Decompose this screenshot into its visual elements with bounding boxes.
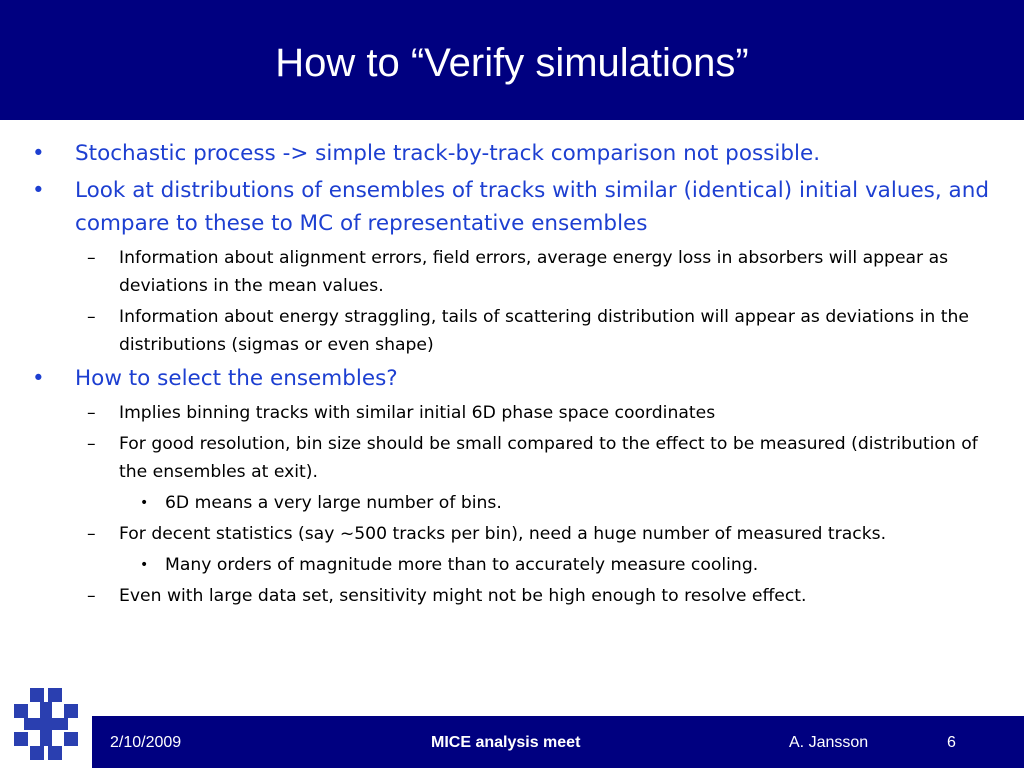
bullet-marker: •: [32, 141, 45, 166]
bullet-text: Implies binning tracks with similar initial 6D phase space coordinates: [119, 403, 716, 423]
bullet-marker: •: [32, 366, 45, 391]
bullet-level1: [32, 362, 1007, 395]
slide-title: How to “Verify simulations”: [275, 40, 749, 85]
footer-title: MICE analysis meet: [431, 734, 581, 751]
page-number: 6: [947, 734, 956, 751]
bullet-text: Information about alignment errors, field errors, average energy loss in absorbers will appear as deviations in the mean values.: [119, 248, 949, 296]
bullet-marker: •: [32, 178, 45, 203]
bullet-marker: •: [140, 495, 149, 511]
title-bar: [0, 0, 1024, 120]
bullet-level1: [32, 137, 1007, 170]
slide-content: [32, 137, 1007, 613]
bullet-text: Stochastic process -> simple track-by-track comparison not possible.: [75, 141, 821, 166]
dash-marker: –: [87, 524, 96, 544]
bullet-level1: [32, 174, 1007, 240]
bullet-level3: [32, 489, 1007, 517]
bullet-level2: [32, 582, 1007, 610]
bullet-text: 6D means a very large number of bins.: [165, 493, 502, 513]
bullet-text: Even with large data set, sensitivity might not be high enough to resolve effect.: [119, 586, 807, 606]
bullet-level2: [32, 399, 1007, 427]
bullet-text: Look at distributions of ensembles of tracks with similar (identical) initial values, and compare to these to MC of representative ensembles: [75, 178, 989, 236]
dash-marker: –: [87, 586, 96, 606]
bullet-level3: [32, 551, 1007, 579]
bullet-level2: [32, 520, 1007, 548]
bullet-level2: [32, 244, 1007, 300]
bullet-text: For decent statistics (say ~500 tracks per bin), need a huge number of measured tracks.: [119, 524, 887, 544]
footer-date: 2/10/2009: [110, 734, 182, 751]
bullet-level2: [32, 303, 1007, 359]
footer-bar: [0, 716, 1024, 768]
bullet-text: For good resolution, bin size should be small compared to the effect to be measured (distribution of the ensembles at exit).: [119, 434, 978, 482]
bullet-text: Information about energy straggling, tails of scattering distribution will appear as deviations in the distributions (sigmas or even shape): [119, 307, 969, 355]
footer-author: A. Jansson: [789, 734, 869, 751]
dash-marker: –: [87, 307, 96, 327]
bullet-level2: [32, 430, 1007, 486]
bullet-text: Many orders of magnitude more than to accurately measure cooling.: [165, 555, 759, 575]
bullet-marker: •: [140, 557, 149, 573]
dash-marker: –: [87, 248, 96, 268]
fermilab-logo-icon: [0, 680, 92, 768]
bullet-text: How to select the ensembles?: [75, 366, 398, 391]
dash-marker: –: [87, 403, 96, 423]
dash-marker: –: [87, 434, 96, 454]
